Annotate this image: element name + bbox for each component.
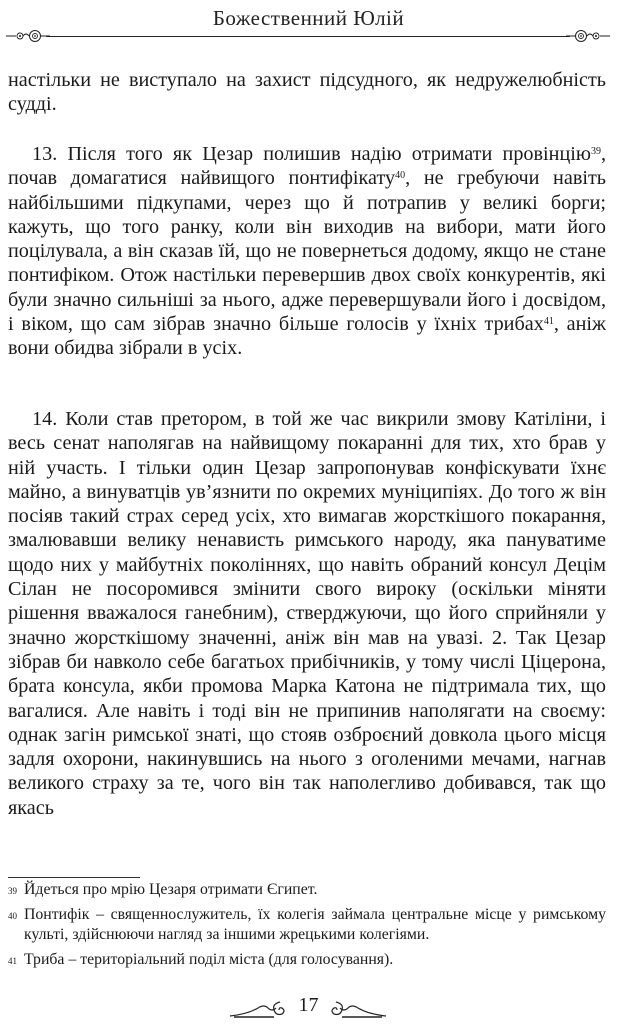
page-header <box>0 0 617 50</box>
divider-line <box>46 36 570 37</box>
page-footer <box>0 990 617 1024</box>
footnote-text: Понтифік – священнослужитель, їх колегія займала центральне місце у римському культі, здійснюючи нагляд за іншими жрецькими колегіями. <box>24 906 606 943</box>
footnote-ref[interactable]: 41 <box>543 316 554 328</box>
footnotes <box>8 880 606 975</box>
paragraph-text: , аніж вони обидва зібрали в усіх. <box>8 313 606 360</box>
footnote-text: Йдеться про мрію Цезаря отримати Єгипет. <box>24 881 318 898</box>
paragraph-text: настільки не виступало на захист підсудного, як недружелюбність судді. <box>8 69 606 116</box>
paragraph-text: , не гребуючи навіть найбільшими підкупами, через що й потрапив у великі борги; кажуть, що того ранку, коли він виходив на вибори, мати його поцілувала, а він сказав їй, що не повернеться додому, якщо не стане понтифіком. Отож настільки перевершив двох своїх конкурентів, які були значно сильніші за нього, адже перевершували його і досвідом, і віком, що сам зібрав значно більше голосів у їхніх трибах <box>8 167 606 336</box>
running-title: Божественний Юлій <box>212 6 405 30</box>
scroll-ornament-icon <box>328 998 388 1018</box>
footnote-text: Триба – територіальний поділ міста (для голосування). <box>24 951 394 968</box>
paragraph-text: 14. Коли став претором, в той же час викрили змову Катіліни, і весь сенат наполягав на найвищому покаранні для тих, хто брав у ній участь. І тільки один Цезар запропонував конфіскувати їхнє майно, а винуватців ув’язнити по окремих муніципіях. До того ж він посіяв такий страх серед усіх, хто вимагав жорсткішого покарання, змалювавши велику ненависть римського народу, яка пануватиме щодо них у майбутніх поколіннях, що навіть обраний консул Децім Сілан не посоромився змінити свого вироку (оскільки міняти рішення вважалося ганебним), стверджуючи, що його сприйняли у значно жорсткішому значенні, аніж він мав на увазі. 2. Так Цезар зібрав би навколо себе багатьох прибічників, у тому числі Ціцерона, брата консула, якби промова Марка Катона не підтримала тих, що вагалися. Але навіть і тоді він не припинив наполягати на своєму: однак загін римської знаті, що стояв озброєний довкола цього місця задля охорони, накинувшись на нього з оголеними мечами, нагнав великого страху за те, чого він так наполегливо добивався, так що якась <box>8 408 606 819</box>
footnote-41 <box>8 950 606 970</box>
page-number: 17 <box>298 994 319 1016</box>
paragraph-13 <box>8 142 606 361</box>
paragraph-14 <box>8 407 606 820</box>
footnote-ref[interactable]: 39 <box>590 146 601 157</box>
paragraph-text: , почав домагатися найвищого понтифікату <box>8 143 606 190</box>
footnote-number: 41 <box>8 956 17 966</box>
footnote-ref[interactable]: 40 <box>395 170 406 182</box>
flourish-ornament-icon <box>566 28 610 44</box>
footnote-number: 39 <box>8 886 17 896</box>
flourish-ornament-icon <box>6 28 50 44</box>
footnote-number: 40 <box>8 911 17 921</box>
paragraph-continuation <box>8 68 606 117</box>
footnote-40 <box>8 905 606 945</box>
footnote-39 <box>8 880 606 900</box>
header-rule <box>6 28 610 44</box>
footnote-divider <box>8 877 140 878</box>
paragraph-text: 13. Після того як Цезар полишив надію отримати провінцію <box>32 143 591 165</box>
